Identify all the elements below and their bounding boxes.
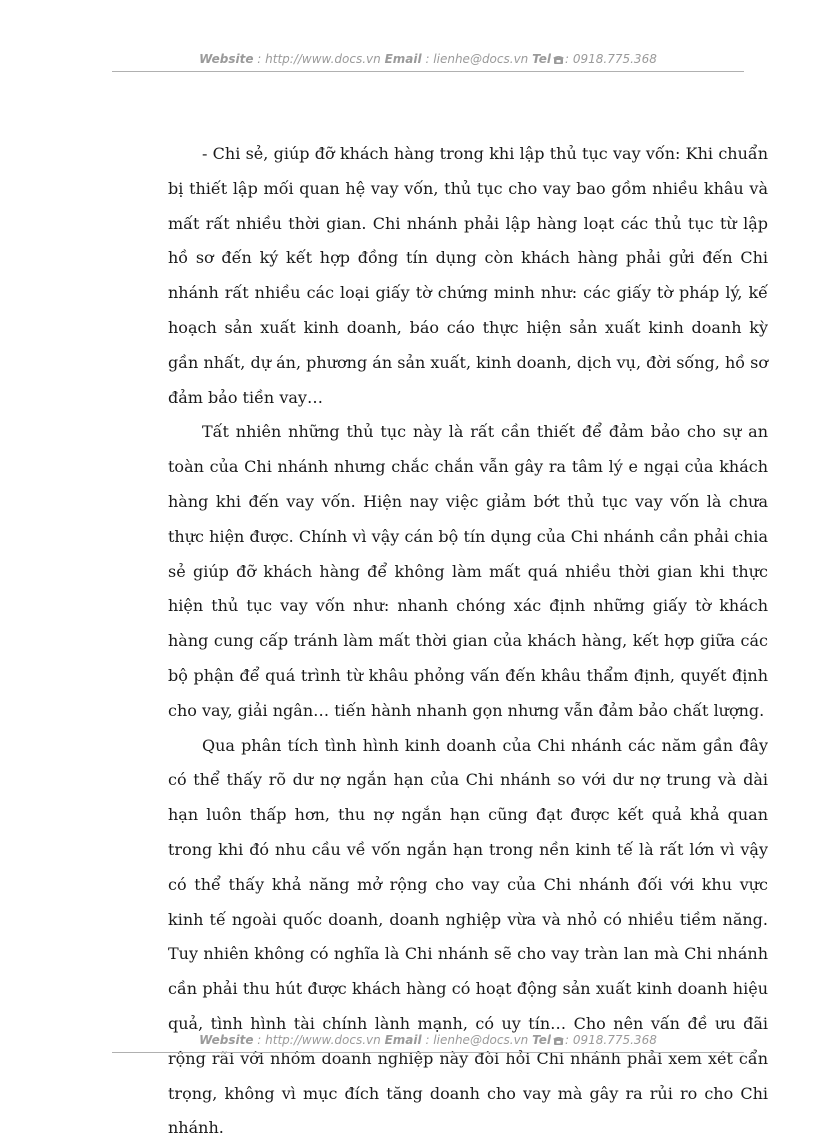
telephone-icon <box>553 55 564 64</box>
document-body <box>168 137 768 1146</box>
footer-website-link[interactable]: : http://www.docs.vn <box>257 1033 381 1047</box>
footer-tel-label: Tel <box>532 1033 551 1047</box>
footer-divider <box>112 1052 744 1053</box>
telephone-icon <box>553 1036 564 1045</box>
header-email-link[interactable]: : lienhe@docs.vn <box>425 52 529 66</box>
paragraph-3: Qua phân tích tình hình kinh doanh của Chi nhánh các năm gần đây có thể thấy rõ dư nợ ngắn hạn của Chi nhánh so với dư nợ trung và dài hạn luôn thấp hơn, thu nợ ngắn hạn cũng đạt được kết quả khả quan trong khi đó nhu cầu về vốn ngắn hạn trong nền kinh tế là rất lớn vì vậy có thể thấy khả năng mở rộng cho vay của Chi nhánh đối với khu vực kinh tế ngoài quốc doanh, doanh nghiệp vừa và nhỏ có nhiều tiềm năng. Tuy nhiên không có nghĩa là Chi nhánh sẽ cho vay tràn lan mà Chi nhánh cần phải thu hút được khách hàng có hoạt động sản xuất kinh doanh hiệu quả, tình hình tài chính lành mạnh, có uy tín… Cho nên vấn đề ưu đãi rộng rãi với nhóm doanh nghiệp này đòi hỏi Chi nhánh phải xem xét cẩn trọng, không vì mục đích tăng doanh cho vay mà gây ra rủi ro cho Chi nhánh. <box>168 735 768 1138</box>
header-email-label: Email <box>384 52 422 66</box>
paragraph-2: Tất nhiên những thủ tục này là rất cần thiết để đảm bảo cho sự an toàn của Chi nhánh nhưng chắc chắn vẫn gây ra tâm lý e ngại của khách hàng khi đến vay vốn. Hiện nay việc giảm bớt thủ tục vay vốn là chưa thực hiện được. Chính vì vậy cán bộ tín dụng của Chi nhánh cần phải chia sẻ giúp đỡ khách hàng để không làm mất quá nhiều thời gian khi thực hiện thủ tục vay vốn như: nhanh chóng xác định những giấy tờ khách hàng cung cấp tránh làm mất thời gian của khách hàng, kết hợp giữa các bộ phận để quá trình từ khâu phỏng vấn đến khâu thẩm định, quyết định cho vay, giải ngân… tiến hành nhanh gọn nhưng vẫn đảm bảo chất lượng. <box>168 422 768 720</box>
page-header <box>112 52 744 66</box>
header-tel-value: : 0918.775.368 <box>565 52 657 66</box>
header-website-link[interactable]: : http://www.docs.vn <box>257 52 381 66</box>
paragraph-1: - Chi sẻ, giúp đỡ khách hàng trong khi lập thủ tục vay vốn: Khi chuẩn bị thiết lập mối quan hệ vay vốn, thủ tục cho vay bao gồm nhiều khâu và mất rất nhiều thời gian. Chi nhánh phải lập hàng loạt các thủ tục từ lập hồ sơ đến ký kết hợp đồng tín dụng còn khách hàng phải gửi đến Chi nhánh rất nhiều các loại giấy tờ chứng minh như: các giấy tờ pháp lý, kế hoạch sản xuất kinh doanh, báo cáo thực hiện sản xuất kinh doanh kỳ gần nhất, dự án, phương án sản xuất, kinh doanh, dịch vụ, đời sống, hồ sơ đảm bảo tiền vay… <box>168 144 768 407</box>
header-website-label: Website <box>199 52 254 66</box>
footer-tel-value: : 0918.775.368 <box>565 1033 657 1047</box>
header-divider <box>112 71 744 72</box>
footer-website-label: Website <box>199 1033 254 1047</box>
page-footer <box>112 1033 744 1047</box>
footer-email-label: Email <box>384 1033 422 1047</box>
footer-email-link[interactable]: : lienhe@docs.vn <box>425 1033 529 1047</box>
header-tel-label: Tel <box>532 52 551 66</box>
